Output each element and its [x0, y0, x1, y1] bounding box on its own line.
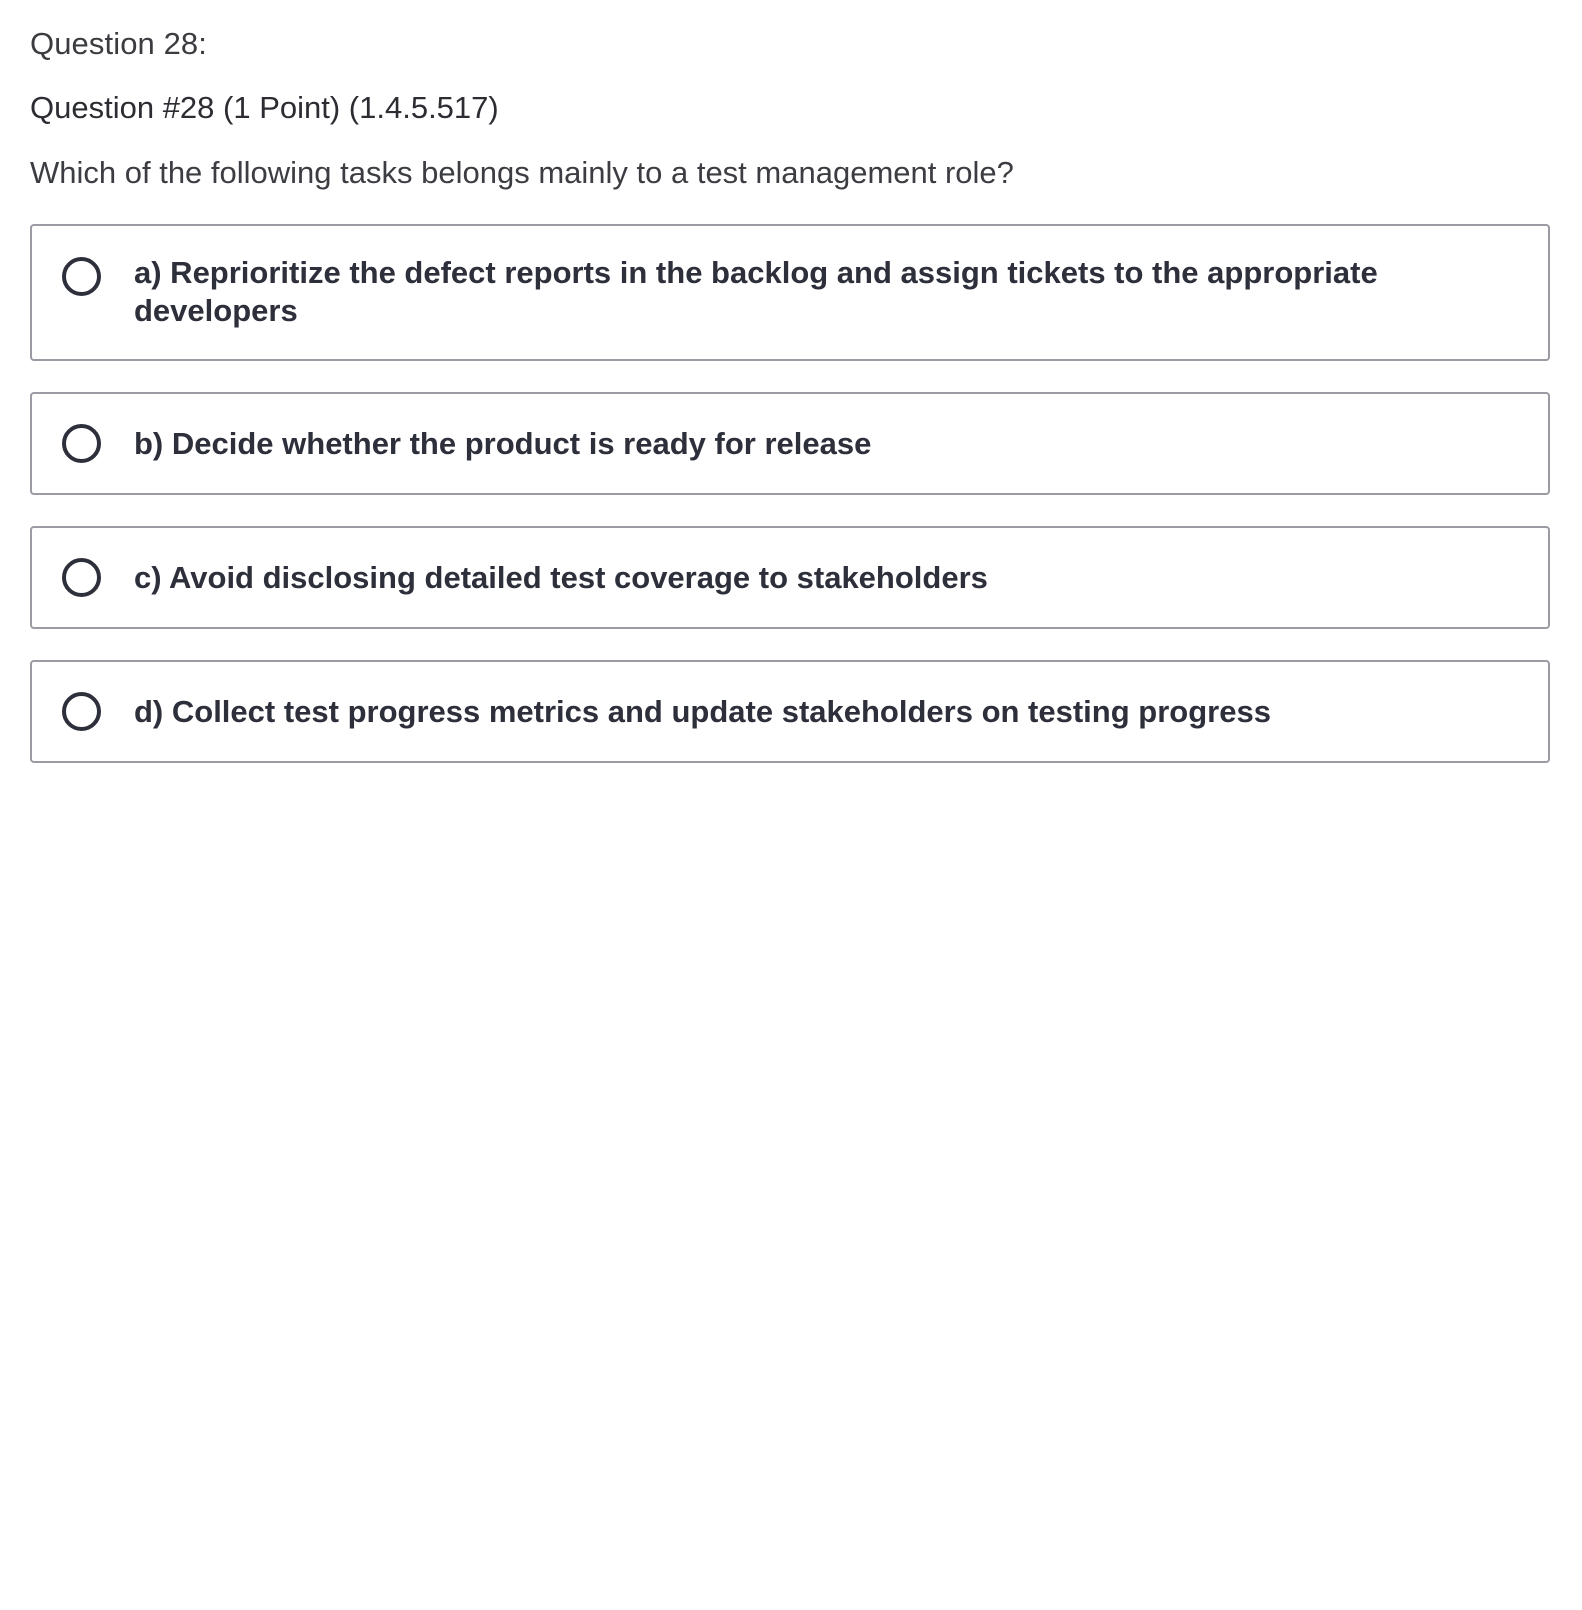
question-title: Question #28 (1 Point) (1.4.5.517): [30, 90, 499, 125]
question-text: Which of the following tasks belongs mainly to a test management role?: [30, 155, 1014, 190]
answer-option-label: b) Decide whether the product is ready for release: [134, 425, 872, 461]
radio-button-icon[interactable]: [62, 692, 101, 731]
answer-option-label: a) Reprioritize the defect reports in the backlog and assign tickets to the appropriate developers: [134, 255, 1378, 328]
answer-option-c[interactable]: [30, 526, 1550, 629]
answer-option-label: d) Collect test progress metrics and update stakeholders on testing progress: [134, 693, 1271, 729]
answer-option-d[interactable]: [30, 660, 1550, 763]
radio-button-icon[interactable]: [62, 424, 101, 463]
radio-button-icon[interactable]: [62, 257, 101, 296]
radio-button-icon[interactable]: [62, 558, 101, 597]
answer-option-a[interactable]: [30, 224, 1550, 361]
question-page: [0, 0, 1582, 763]
answer-options: [30, 224, 1550, 763]
question-number: Question 28:: [30, 26, 207, 61]
answer-option-b[interactable]: [30, 392, 1550, 495]
answer-option-label: c) Avoid disclosing detailed test coverage to stakeholders: [134, 559, 988, 595]
